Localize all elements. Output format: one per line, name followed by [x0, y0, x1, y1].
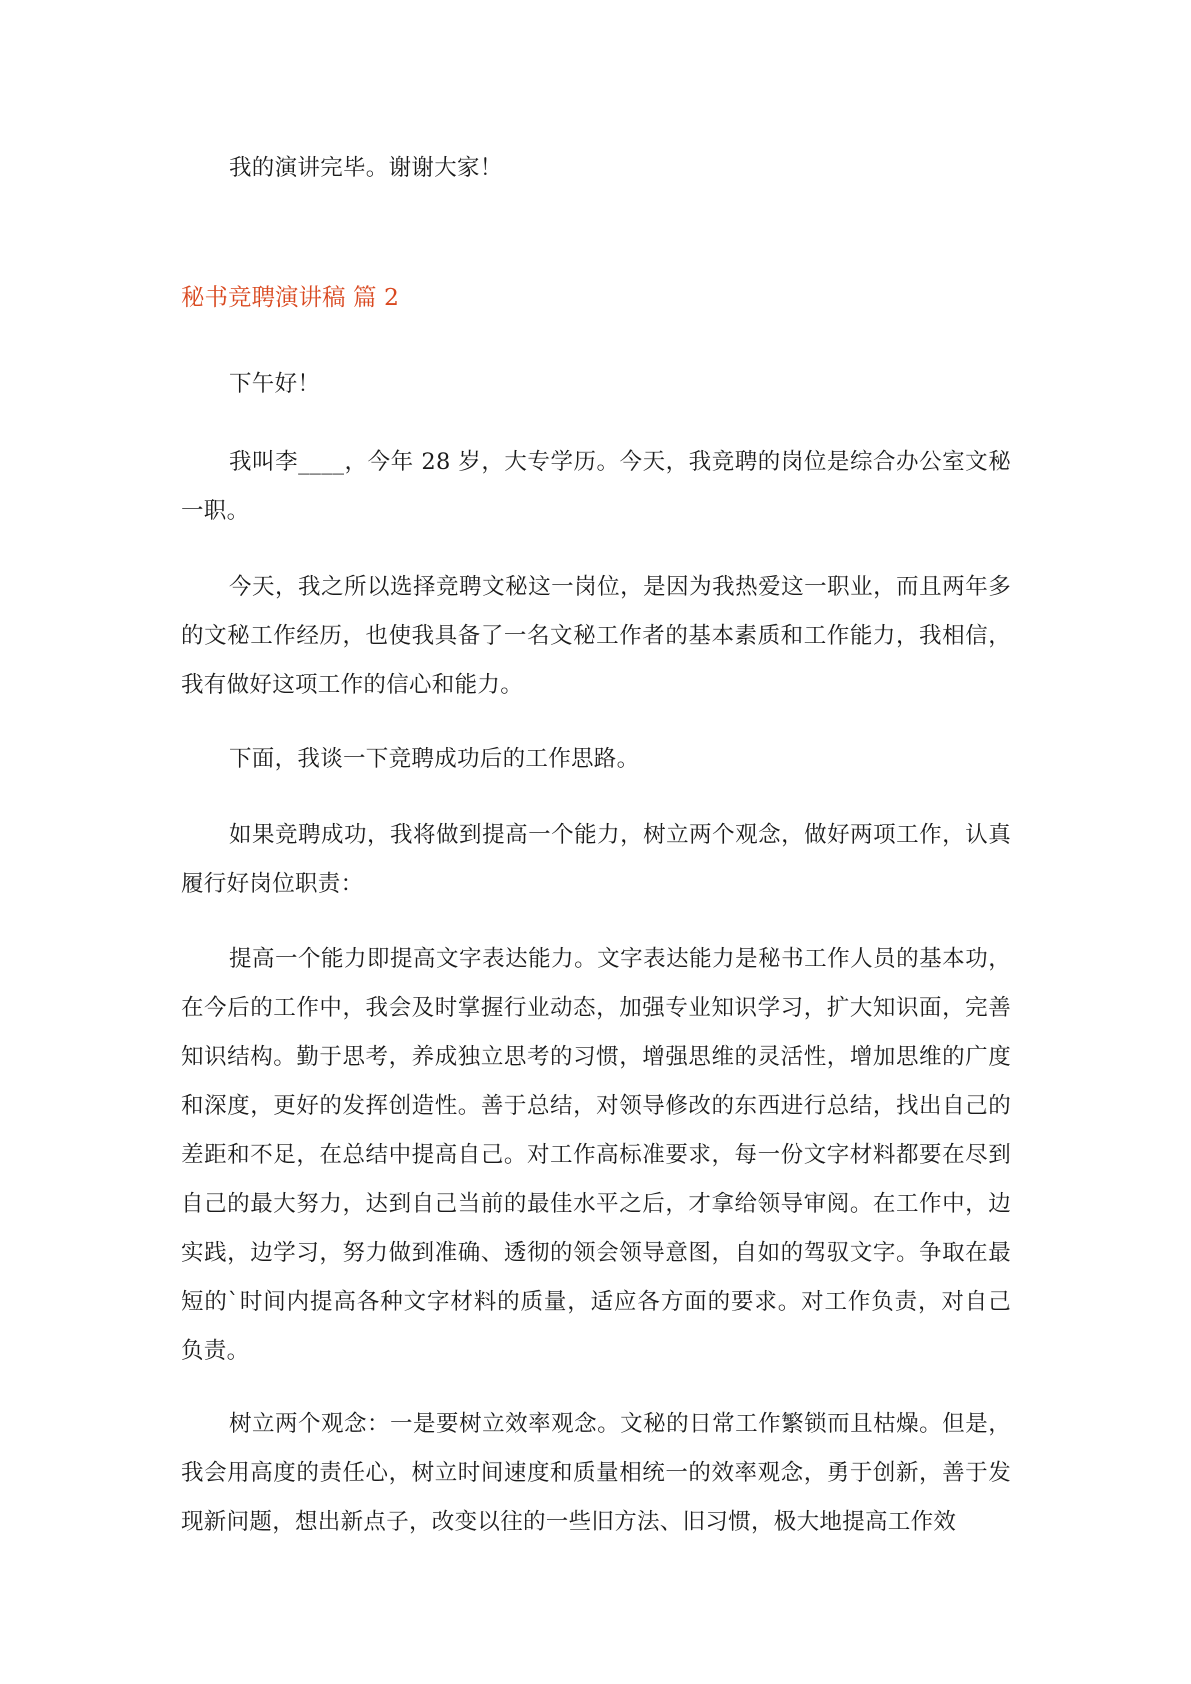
concepts-paragraph: 树立两个观念：一是要树立效率观念。文秘的日常工作繁锁而且枯燥。但是，我会用高度的责任心，树立时间速度和质量相统一的效率观念，勇于创新，善于发现新问题，想出新点子，改变以往的一些旧方法、旧习惯，极大地提高工作效 — [181, 1411, 1011, 1535]
greeting-paragraph: 下午好！ — [229, 371, 321, 397]
closing-paragraph: 我的演讲完毕。谢谢大家！ — [229, 155, 503, 181]
reason-paragraph: 今天，我之所以选择竞聘文秘这一岗位，是因为我热爱这一职业，而且两年多的文秘工作经历，也使我具备了一名文秘工作者的基本素质和工作能力，我相信，我有做好这项工作的信心和能力。 — [181, 574, 1011, 698]
transition-paragraph: 下面，我谈一下竞聘成功后的工作思路。 — [229, 746, 640, 772]
ability-paragraph: 提高一个能力即提高文字表达能力。文字表达能力是秘书工作人员的基本功，在今后的工作中，我会及时掌握行业动态，加强专业知识学习，扩大知识面，完善知识结构。勤于思考，养成独立思考的习惯，增强思维的灵活性，增加思维的广度和深度，更好的发挥创造性。善于总结，对领导修改的东西进行总结，找出自己的差距和不足，在总结中提高自己。对工作高标准要求，每一份文字材料都要在尽到自己的最大努力，达到自己当前的最佳水平之后，才拿给领导审阅。在工作中，边实践，边学习，努力做到准确、透彻的领会领导意图，自如的驾驭文字。争取在最短的`时间内提高各种文字材料的质量，适应各方面的要求。对工作负责，对自己负责。 — [181, 946, 1011, 1364]
section-heading: 秘书竞聘演讲稿 篇 2 — [181, 283, 399, 311]
plan-paragraph: 如果竞聘成功，我将做到提高一个能力，树立两个观念，做好两项工作，认真履行好岗位职责： — [181, 822, 1011, 897]
intro-paragraph: 我叫李____，今年 28 岁，大专学历。今天，我竞聘的岗位是综合办公室文秘一职。 — [181, 449, 1011, 524]
